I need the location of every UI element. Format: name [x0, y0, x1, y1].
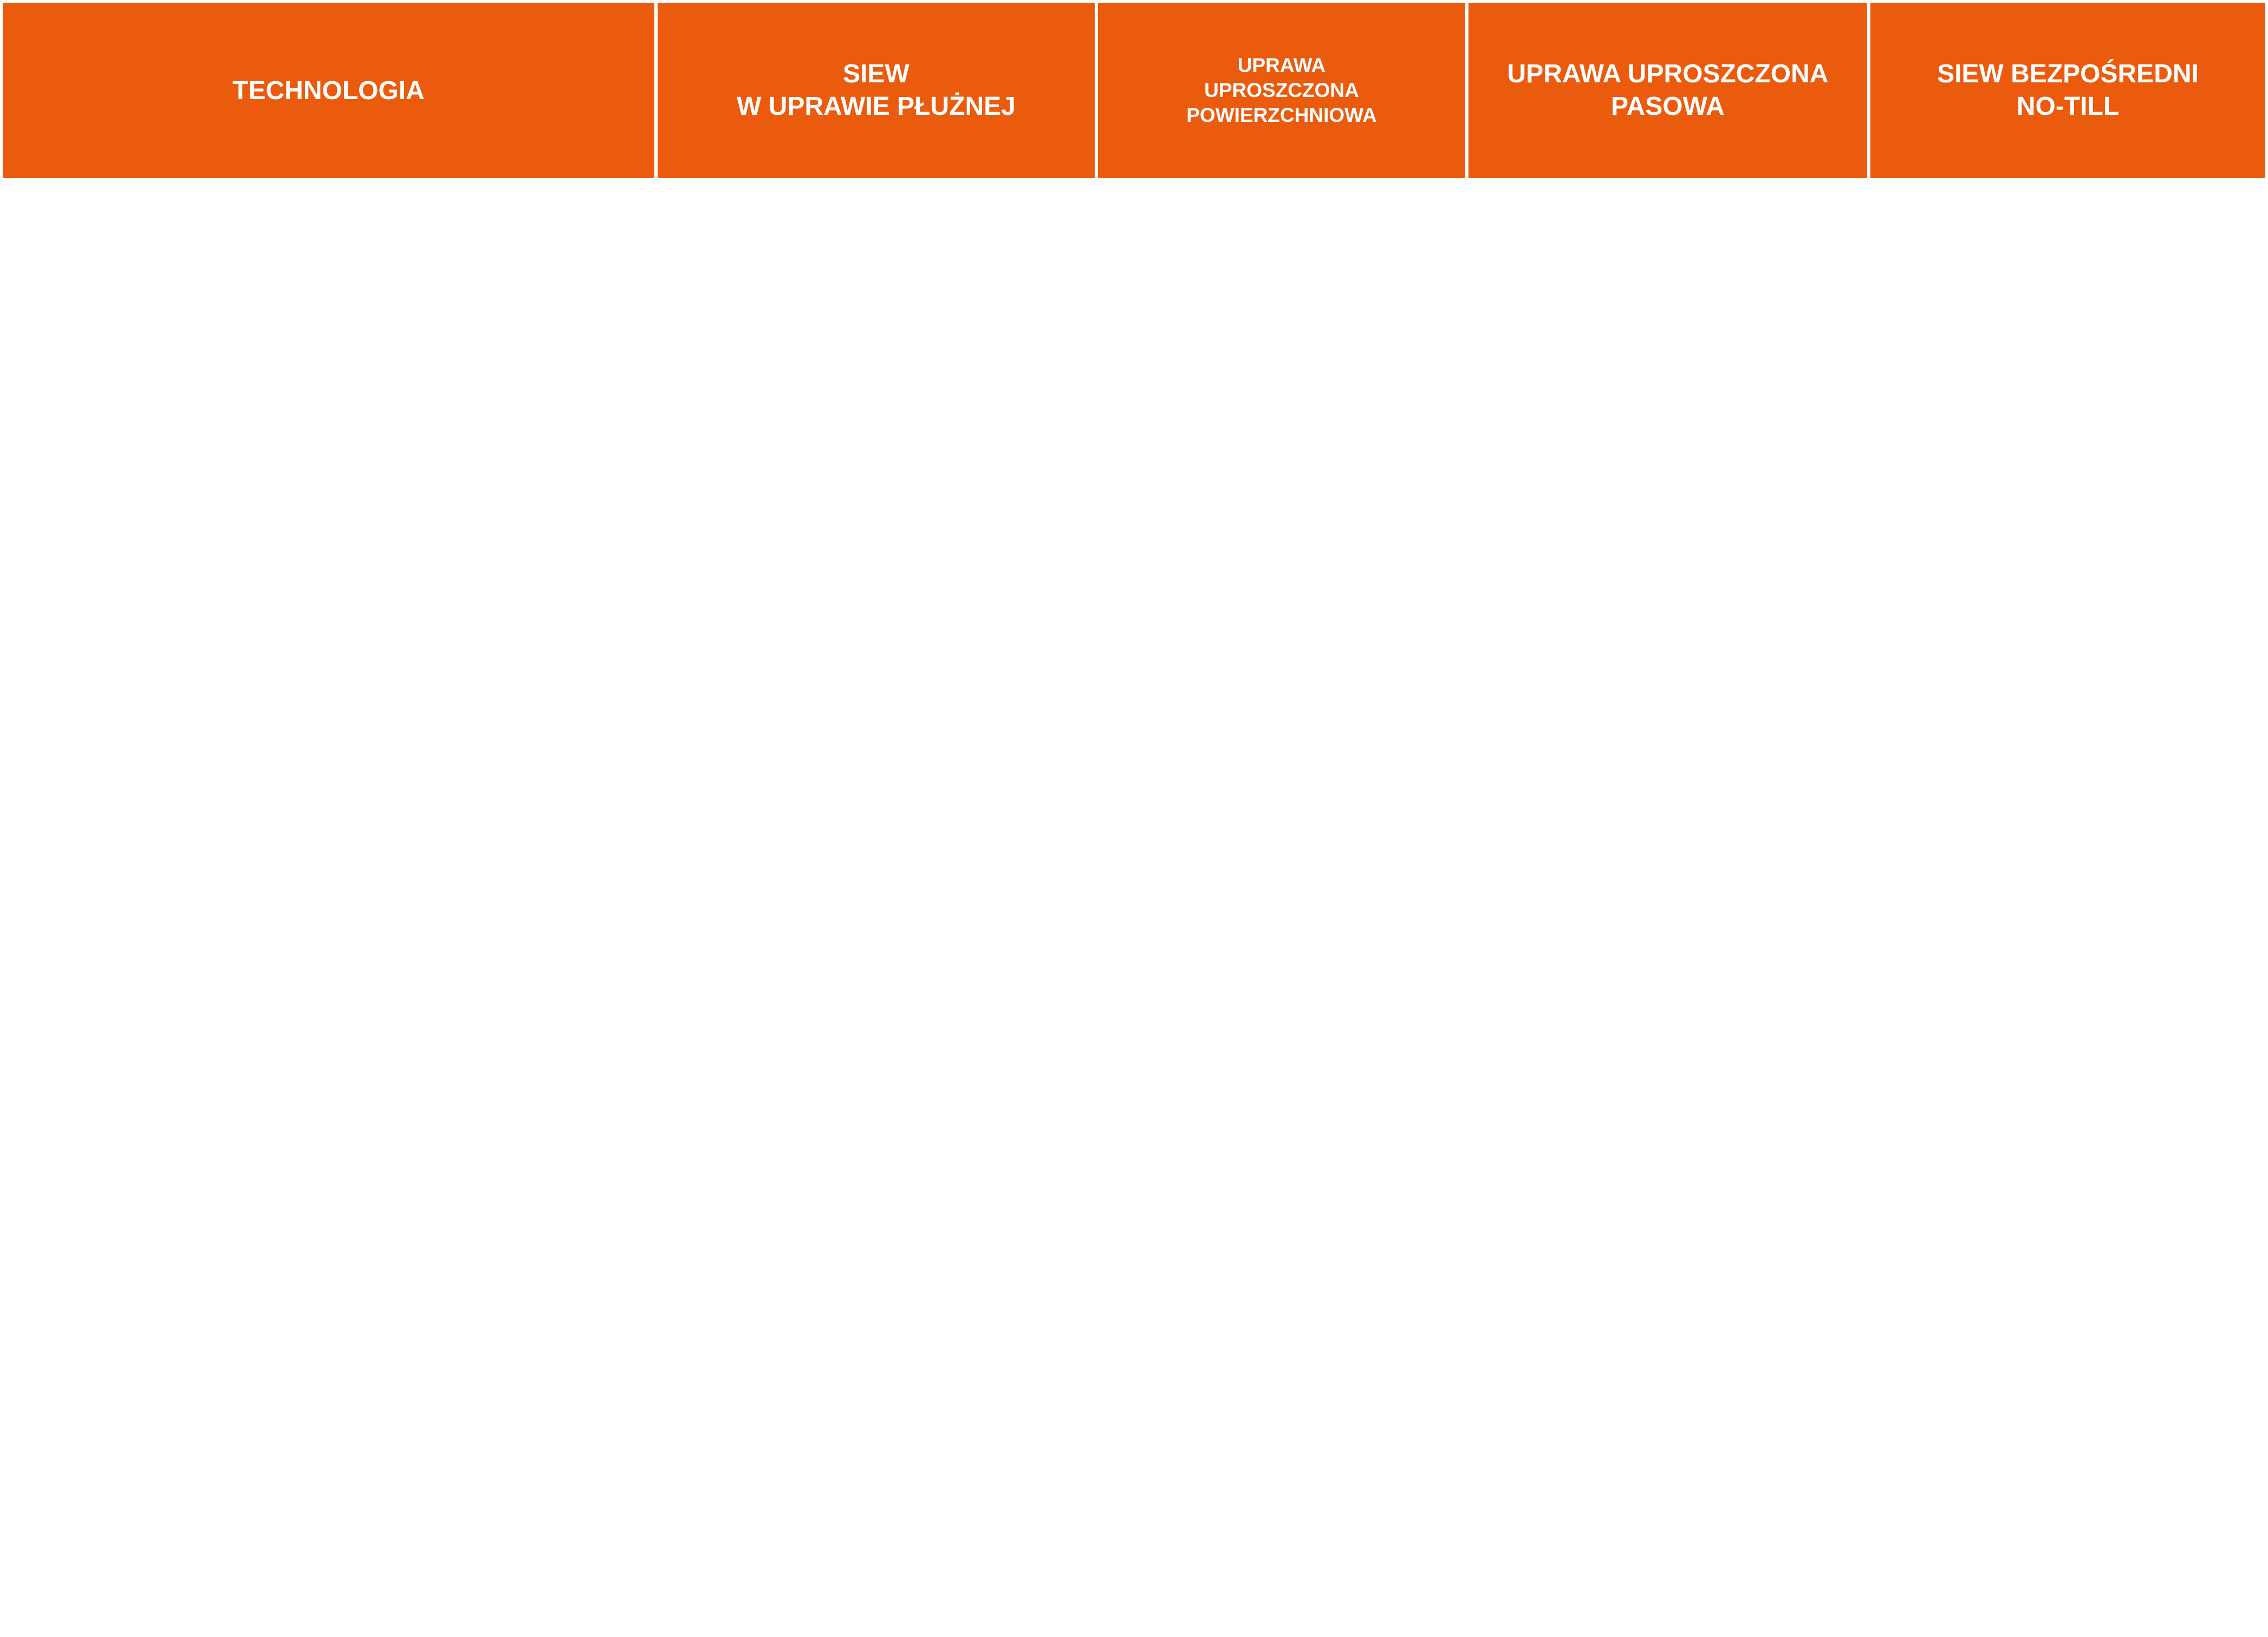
header-text: NO-TILL — [2016, 92, 2120, 121]
header-text: SIEW BEZPOŚREDNI — [1937, 60, 2199, 88]
header-text: TECHNOLOGIA — [232, 76, 425, 105]
header-text: SIEW — [843, 60, 909, 88]
header-text: PASOWA — [1611, 92, 1725, 121]
header-cell-uprawa-uproszczona-powierzchniowa — [1098, 3, 1465, 178]
header-text: W UPRAWIE PŁUŻNEJ — [737, 92, 1016, 121]
header-text: UPRAWA — [1237, 54, 1326, 76]
header-text: UPROSZCZONA — [1204, 79, 1359, 101]
header-cell-uprawa-uproszczona-pasowa — [1468, 3, 1867, 178]
table-body-empty — [0, 181, 2268, 1637]
header-cell-siew-bezposredni-no-till — [1870, 3, 2265, 178]
header-cell-siew-w-uprawie-pluznej — [658, 3, 1095, 178]
header-cell-technologia — [3, 3, 654, 178]
header-text: UPRAWA UPROSZCZONA — [1507, 60, 1829, 88]
header-text: POWIERZCHNIOWA — [1186, 104, 1377, 126]
table-header-row — [3, 3, 2265, 178]
